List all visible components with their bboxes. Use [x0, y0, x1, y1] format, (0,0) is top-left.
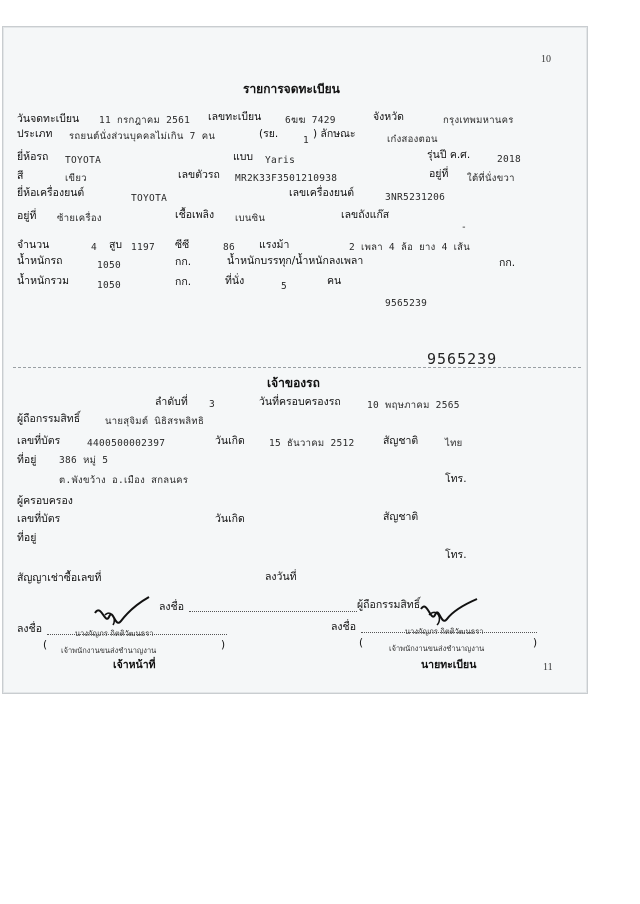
owner-title: เจ้าของรถ: [267, 376, 320, 390]
lease-label: สัญญาเช่าซื้อเลขที่: [17, 572, 102, 584]
seat-unit: คน: [327, 275, 342, 287]
engine-brand-value: TOYOTA: [131, 193, 168, 204]
engine-brand-label: ยี่ห้อเครื่องยนต์: [17, 187, 85, 199]
province-label: จังหวัด: [373, 111, 404, 123]
possessor-id-label: เลขที่บัตร: [17, 513, 61, 525]
registration-title: รายการจดทะเบียน: [243, 82, 340, 96]
dob-value: 15 ธันวาคม 2512: [269, 438, 355, 449]
address-label: ที่อยู่: [17, 454, 37, 466]
officer-title: เจ้าหน้าที่: [113, 659, 156, 671]
style-label: ) ลักษณะ: [313, 128, 356, 140]
possessor-label: ผู้ครอบครอง: [17, 495, 73, 507]
sign-label: ลงชื่อ: [159, 601, 184, 613]
tel-label: โทร.: [445, 473, 467, 485]
order-label: ลำดับที่: [155, 396, 188, 408]
fuel-value: เบนซิน: [235, 213, 266, 224]
chassis-value: MR2K33F3501210938: [235, 173, 338, 184]
possessor-address-label: ที่อยู่: [17, 532, 37, 544]
chassis-at-label: อยู่ที่: [429, 168, 449, 180]
engine-at-value: ซ้ายเครื่อง: [57, 213, 102, 224]
reg-date-label: วันจดทะเบียน: [17, 113, 80, 125]
seat-value: 5: [281, 281, 288, 292]
cc-value: 1197: [131, 242, 156, 253]
sign-left-label: ลงชื่อ: [17, 623, 42, 635]
weight-unit: กก.: [175, 256, 192, 268]
registration-book-page: 10 รายการจดทะเบียน วันจดทะเบียน 11 กรกฎาคม 2561 เลขทะเบียน 6ฆฆ 7429 จังหวัด กรุงเทพมหานคร ประเภท รถยนต์นั่งส่วนบุคคลไม่เกิน 7 คน (รย. 1 ) ลักษณะ เก๋งสองตอน ยี่ห้อรถ TOYOTA แบบ Yaris รุ่นปี ค.ศ. 2018 สี เขียว เลขตัวรถ MR2K33F3501210938 อยู่ที่ ใต้ที่นั่งขวา ยี่ห้อเครื่องยนต์ TOYOTA เลขเครื่องยนต์ 3NR5231206 อยู่ที่ ซ้ายเครื่อง เชื้อเพลิง เบนซิน เลขถังแก๊ส - จำนวน 4 สูบ 1197 ซีซี 86 แรงม้า 2 เพลา 4 ล้อ ยาง 4 เส้น น้ำหนักรถ 1050 กก. น้ำหนักบรรทุก/น้ำหนักลงเพลา กก. น้ำหนักรวม 1050 กก. ที่นั่ง 5 คน 9565239 9565239 เจ้าของรถ ลำดับที่ 3 วันที่ครอบครองรถ 10 พฤษภาคม 2565 ผู้ถือกรรมสิทธิ์ นายสุจิมต์ นิธิสรพลิทธิ เลขที่บัตร 4400500002397 วันเกิด 15 ธันวาคม 2512 สัญชาติ ไทย ที่อยู่ 386 หมู่ 5 ต.พังขว้าง อ.เมือง สกลนคร โทร. ผู้ครอบครอง เลขที่บัตร วันเกิด สัญชาติ ที่อยู่ โทร. สัญญาเช่าซื้อเลขที่ ลงวันที่ ลงชื่อ ผู้ถือกรรมสิทธิ์ ลงชื่อ นางกัญภร กิตติวัฒนธรา ( เจ้าพนักงานขนส่งชำนาญงาน ) เจ้าหน้าที่ ลงชื่อ นางกัญภร กิตติวัฒนธรา ( เจ้าพนักงานขนส่งชำนาญงาน ) นายทะเบียน 11: [2, 26, 588, 694]
sign-right-label: ลงชื่อ: [331, 621, 356, 633]
model-value: Yaris: [265, 155, 296, 166]
dob-label: วันเกิด: [215, 435, 245, 447]
id-value: 4400500002397: [87, 438, 166, 449]
possessor-dob-label: วันเกิด: [215, 513, 245, 525]
load-label: น้ำหนักบรรทุก/น้ำหนักลงเพลา: [227, 255, 364, 267]
possessor-tel-label: โทร.: [445, 549, 467, 561]
axle-value: 2 เพลา 4 ล้อ ยาง 4 เส้น: [349, 242, 471, 253]
registrar-title: นายทะเบียน: [421, 659, 477, 671]
province-value: กรุงเทพมหานคร: [443, 115, 514, 126]
officer-position: เจ้าพนักงานขนส่งชำนาญงาน: [61, 646, 157, 655]
type-label: ประเภท: [17, 128, 53, 140]
total-weight-label: น้ำหนักรวม: [17, 275, 69, 287]
code-label: (รย.: [259, 128, 279, 140]
since-label: วันที่ครอบครองรถ: [259, 396, 341, 408]
code-value: 1: [303, 135, 310, 146]
chassis-label: เลขตัวรถ: [178, 169, 220, 181]
chassis-at-value: ใต้ที่นั่งขวา: [467, 173, 515, 184]
serial-small: 9565239: [385, 298, 428, 309]
hp-value: 86: [223, 242, 236, 253]
color-value: เขียว: [65, 173, 87, 184]
officer-name: นางกัญภร กิตติวัฒนธรา: [75, 629, 154, 638]
section-divider: [13, 367, 581, 368]
page-number-bottom: 11: [543, 662, 553, 673]
brand-value: TOYOTA: [65, 155, 102, 166]
fuel-label: เชื้อเพลิง: [175, 209, 215, 221]
nationality-label: สัญชาติ: [383, 435, 419, 447]
possessor-nationality-label: สัญชาติ: [383, 511, 419, 523]
hp-label: แรงม้า: [259, 239, 290, 251]
plate-label: เลขทะเบียน: [208, 111, 262, 123]
cylinder-label: สูบ: [109, 239, 123, 251]
cc-label: ซีซี: [175, 239, 190, 251]
type-value: รถยนต์นั่งส่วนบุคคลไม่เกิน 7 คน: [69, 131, 216, 142]
year-value: 2018: [497, 154, 522, 165]
plate-value: 6ฆฆ 7429: [285, 115, 336, 126]
total-weight-unit: กก.: [175, 276, 192, 288]
year-label: รุ่นปี ค.ศ.: [427, 149, 471, 161]
weight-label: น้ำหนักรถ: [17, 255, 63, 267]
color-label: สี: [17, 170, 24, 182]
nationality-value: ไทย: [445, 438, 463, 449]
reg-date-value: 11 กรกฎาคม 2561: [99, 115, 191, 126]
brand-label: ยี่ห้อรถ: [17, 151, 49, 163]
total-weight-value: 1050: [97, 280, 122, 291]
order-value: 3: [209, 399, 216, 410]
holder-value: นายสุจิมต์ นิธิสรพลิทธิ: [105, 416, 205, 427]
serial-big: 9565239: [427, 350, 498, 368]
engine-no-label: เลขเครื่องยนต์: [289, 187, 355, 199]
holder-label: ผู้ถือกรรมสิทธิ์: [17, 413, 81, 425]
registrar-position: เจ้าพนักงานขนส่งชำนาญงาน: [389, 644, 485, 653]
holder-sign-line: [189, 611, 357, 612]
since-value: 10 พฤษภาคม 2565: [367, 400, 460, 411]
address-line2: ต.พังขว้าง อ.เมือง สกลนคร: [59, 475, 189, 486]
gas-label: เลขถังแก๊ส: [341, 209, 390, 221]
gas-value: -: [461, 222, 468, 233]
count-label: จำนวน: [17, 239, 50, 251]
load-unit: กก.: [499, 257, 516, 269]
seat-label: ที่นั่ง: [225, 275, 245, 287]
engine-no-value: 3NR5231206: [385, 192, 446, 203]
id-label: เลขที่บัตร: [17, 435, 61, 447]
page-number-top: 10: [541, 54, 551, 65]
engine-at-label: อยู่ที่: [17, 210, 37, 222]
weight-value: 1050: [97, 260, 122, 271]
lease-date-label: ลงวันที่: [265, 571, 297, 583]
model-label: แบบ: [233, 151, 254, 163]
holder-sign-label: ผู้ถือกรรมสิทธิ์: [357, 599, 421, 611]
registrar-name: นางกัญภร กิตติวัฒนธรา: [405, 627, 484, 636]
count-value: 4: [91, 242, 98, 253]
style-value: เก๋งสองตอน: [387, 134, 438, 145]
address-line1: 386 หมู่ 5: [59, 455, 109, 466]
